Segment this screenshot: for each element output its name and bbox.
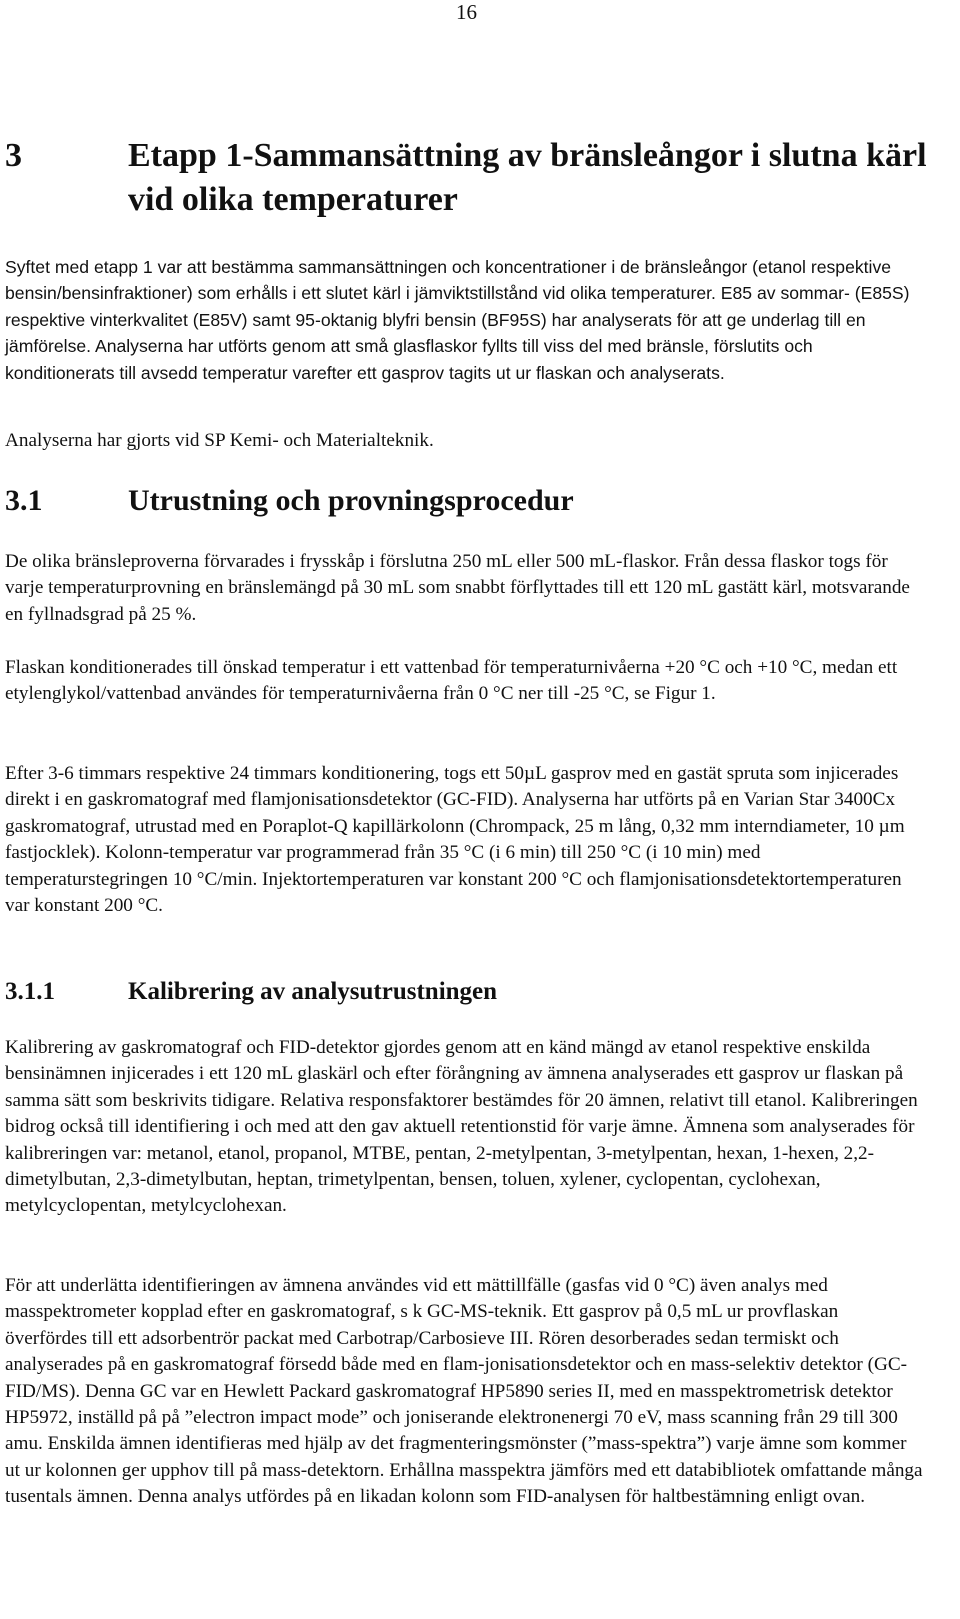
section-3-1-number: 3.1 — [5, 484, 43, 517]
intro-paragraph-1: Syftet med etapp 1 var att bestämma sammansättningen och koncentrationer i de bränsleångor (etanol respektive bensin/bensinfraktioner) som erhålls i ett slutet kärl i jämviktstillstånd vid olika temperaturer. E85 av sommar- (E85S) respektive vinterkvalitet (E85V) samt 95-oktanig blyfri bensin (BF95S) har analyserats för att ge underlag till en jämförelse. Analyserna har utförts genom att små glasflaskor fyllts till viss del med bränsle, förslutits och konditionerats till avsedd temperatur varefter ett gasprov tagits ut ur flaskan och analyserats. — [5, 257, 910, 383]
section-3-1-1-paragraph-1: Kalibrering av gaskromatograf och FID-detektor gjordes genom att en känd mängd av etanol respektive enskilda bensinämnen injicerades i ett 120 mL glaskärl och efter förångning av ämnena analyserades ett gasprov ur flaskan på samma sätt som beskrivits tidigare. Relativa responsfaktorer bestämdes för 20 ämnen, relativt till etanol. Kalibreringen bidrog också till identifiering i och med att den gav aktuell retentionstid för varje ämne. Ämnena som analyserades för kalibreringen var: metanol, etanol, propanol, MTBE, pentan, 2-metylpentan, 3-metylpentan, hexan, 1-hexen, 2,2-dimetylbutan, 2,3-dimetylbutan, heptan, trimetylpentan, bensen, toluen, xylener, cyclopentan, cyclohexan, metylcyclopentan, metylcyclohexan. — [5, 1037, 918, 1217]
chapter-number: 3 — [5, 137, 22, 174]
page-number: 16 — [456, 0, 477, 24]
section-3-1-1-title: Kalibrering av analysutrustningen — [128, 978, 498, 1005]
section-3-1-1-number: 3.1.1 — [5, 978, 55, 1005]
section-3-1-1-paragraph-2: För att underlätta identifieringen av ämnena användes vid ett mättillfälle (gasfas vid 0 °C) även analys med masspektrometer kopplad efter en gaskromatograf, s k GC-MS-teknik. Ett gasprov på 0,5 mL ur provflaskan överfördes till ett adsorbentrör packat med Carbotrap/Carbosieve III. Rören desorberades sedan termiskt och analyserades på en gaskromatograf försedd både med en flam-jonisationsdetektor och en mass-selektiv detektor (GC-FID/MS). Denna GC var en Hewlett Packard gaskromatograf HP5890 series II, med en masspektrometrisk detektor HP5972, inställd på på ”electron impact mode” och joniserande elektronenergi 70 eV, mass scanning från 29 till 300 amu. Enskilda ämnen identifieras med hjälp av det fragmenteringsmönster (”mass-spektra”) varje ämne som kommer ut ur kolonnen ger upphov till på mass-detektorn. Erhållna masspektra jämförs med ett databibliotek omfattande många tusentals ämnen. Denna analys utfördes på en likadan kolonn som FID-analysen för haltbestämning enligt ovan. — [5, 1275, 923, 1508]
section-3-1-paragraph-3: Efter 3-6 timmars respektive 24 timmars konditionering, togs ett 50µL gasprov med en gastät spruta som injicerades direkt i en gaskromatograf med flamjonisationsdetektor (GC-FID). Analyserna har utförts på en Varian Star 3400Cx gaskromatograf, utrustad med en Poraplot-Q kapillärkolonn (Chrompack, 25 m lång, 0,32 mm interndiameter, 10 µm fastjocklek). Kolonn-temperatur var programmerad från 35 °C (i 6 min) till 250 °C (i 10 min) med temperaturstegringen 10 °C/min. Injektortemperaturen var konstant 200 °C och flamjonisationsdetektortemperaturen var konstant 200 °C. — [5, 763, 905, 917]
section-3-1-paragraph-1: De olika bränsleproverna förvarades i frysskåp i förslutna 250 mL eller 500 mL-flaskor. Från dessa flaskor togs för varje temperaturprovning en bränslemängd på 30 mL som snabbt förflyttades till ett 120 mL gastätt kärl, motsvarande en fyllnadsgrad på 25 %. — [5, 551, 910, 625]
chapter-title: Etapp 1-Sammansättning av bränsleångor i slutna kärl vid olika temperaturer — [128, 137, 927, 218]
section-3-1-title: Utrustning och provningsprocedur — [128, 484, 574, 517]
section-3-1-paragraph-2: Flaskan konditionerades till önskad temperatur i ett vattenbad för temperaturnivåerna +20 °C och +10 °C, medan ett etylenglykol/vattenbad användes för temperaturnivåerna från 0 °C ner till -25 °C, se Figur 1. — [5, 657, 898, 705]
intro-paragraph-2: Analyserna har gjorts vid SP Kemi- och Materialteknik. — [5, 430, 434, 451]
